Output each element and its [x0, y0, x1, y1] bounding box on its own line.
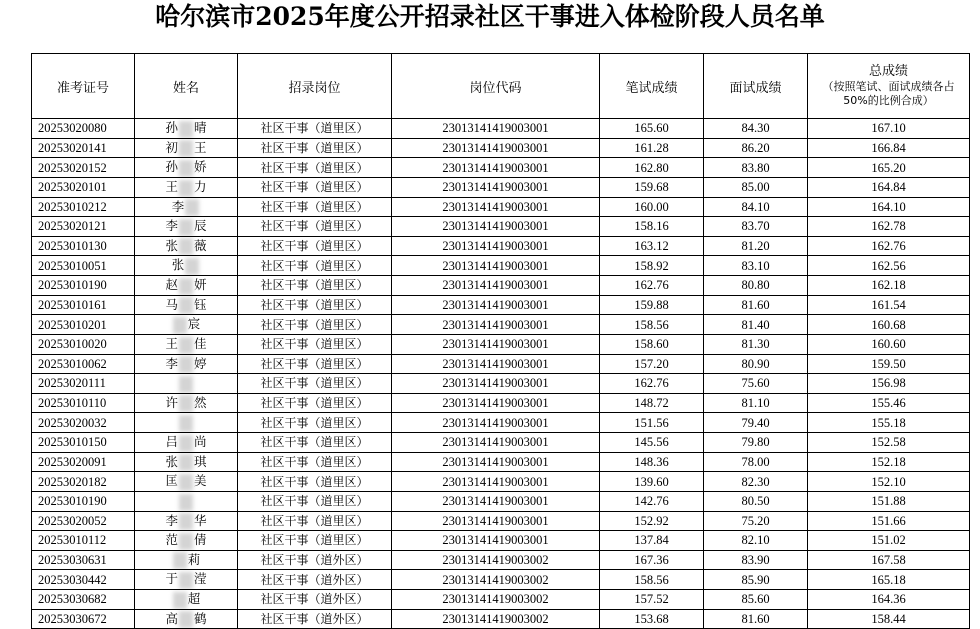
name-part-b: 妍	[194, 277, 207, 292]
cell-name	[135, 158, 238, 178]
cell-position: 社区干事（道外区）	[238, 609, 392, 629]
name-part-b: 王	[194, 139, 207, 155]
cell-position-code: 23013141419003001	[392, 511, 600, 531]
name-part-b: 辰	[194, 218, 207, 234]
cell-exam-id: 20253010161	[32, 295, 135, 315]
name-part-a: 马	[165, 296, 178, 312]
cell-position: 社区干事（道里区）	[238, 531, 392, 551]
cell-exam-id: 20253010020	[32, 334, 135, 354]
candidate-table	[31, 53, 970, 629]
cell-total-score: 165.20	[808, 158, 970, 178]
name-part-a: 张	[171, 257, 185, 273]
cell-written-score: 163.12	[600, 236, 704, 256]
name-part-b: 华	[194, 512, 207, 528]
table-row	[32, 276, 970, 296]
cell-written-score: 159.88	[600, 295, 704, 315]
name-part-b: 美	[194, 473, 207, 489]
table-row	[32, 295, 970, 315]
cell-written-score: 145.56	[600, 433, 704, 453]
cell-position: 社区干事（道里区）	[238, 315, 392, 335]
cell-exam-id: 20253020052	[32, 511, 135, 531]
cell-written-score: 159.68	[600, 177, 704, 197]
cell-total-score: 151.88	[808, 491, 970, 511]
cell-total-score: 156.98	[808, 374, 970, 394]
cell-position: 社区干事（道外区）	[238, 590, 392, 610]
cell-interview-score: 79.40	[704, 413, 808, 433]
cell-written-score: 161.28	[600, 138, 704, 158]
cell-interview-score: 81.40	[704, 315, 808, 335]
cell-interview-score: 81.30	[704, 334, 808, 354]
cell-name	[135, 236, 238, 256]
redaction-blur	[179, 513, 193, 530]
cell-position-code: 23013141419003001	[392, 236, 600, 256]
cell-position-code: 23013141419003001	[392, 393, 600, 413]
cell-position: 社区干事（道里区）	[238, 256, 392, 276]
cell-name	[135, 334, 238, 354]
cell-position-code: 23013141419003001	[392, 158, 600, 178]
cell-name	[135, 531, 238, 551]
cell-position-code: 23013141419003001	[392, 413, 600, 433]
name-part-b: 婷	[194, 355, 207, 371]
name-part-a: 许	[165, 394, 178, 410]
cell-interview-score: 82.30	[704, 472, 808, 492]
cell-written-score: 152.92	[600, 511, 704, 531]
cell-total-score: 164.84	[808, 177, 970, 197]
cell-position-code: 23013141419003001	[392, 315, 600, 335]
cell-name	[135, 374, 238, 394]
cell-name	[135, 550, 238, 570]
cell-total-score: 162.56	[808, 256, 970, 276]
name-part-a: 匡	[165, 473, 178, 489]
cell-position: 社区干事（道里区）	[238, 217, 392, 237]
cell-total-score: 158.44	[808, 609, 970, 629]
cell-total-score: 167.58	[808, 550, 970, 570]
cell-total-score: 159.50	[808, 354, 970, 374]
name-part-a: 初	[165, 139, 178, 155]
name-part-a: 范	[165, 532, 178, 548]
cell-exam-id: 20253020182	[32, 472, 135, 492]
cell-name	[135, 276, 238, 296]
cell-interview-score: 84.30	[704, 119, 808, 139]
cell-interview-score: 79.80	[704, 433, 808, 453]
name-part-a: 于	[165, 571, 178, 587]
cell-exam-id: 20253010212	[32, 197, 135, 217]
name-part-a: 李	[165, 355, 178, 371]
table-row	[32, 570, 970, 590]
table-row	[32, 334, 970, 354]
cell-total-score: 155.18	[808, 413, 970, 433]
cell-interview-score: 78.00	[704, 452, 808, 472]
cell-written-score: 158.56	[600, 315, 704, 335]
cell-written-score: 157.52	[600, 590, 704, 610]
name-part-b: 超	[187, 591, 201, 606]
cell-name	[135, 256, 238, 276]
cell-written-score: 148.72	[600, 393, 704, 413]
redaction-blur	[179, 219, 193, 236]
cell-written-score: 158.60	[600, 334, 704, 354]
cell-position: 社区干事（道里区）	[238, 177, 392, 197]
cell-interview-score: 83.90	[704, 550, 808, 570]
cell-name	[135, 570, 238, 590]
redaction-blur	[179, 337, 193, 354]
name-part-b: 然	[194, 394, 207, 410]
redaction-blur	[179, 474, 193, 491]
cell-position-code: 23013141419003001	[392, 256, 600, 276]
cell-exam-id: 20253010201	[32, 315, 135, 335]
name-part-b: 晴	[194, 120, 207, 135]
table-row	[32, 413, 970, 433]
header-id: 准考证号	[32, 54, 135, 119]
header-total-score	[808, 54, 970, 119]
cell-interview-score: 81.10	[704, 393, 808, 413]
cell-position-code: 23013141419003002	[392, 609, 600, 629]
header-code: 岗位代码	[392, 54, 600, 119]
cell-written-score: 151.56	[600, 413, 704, 433]
cell-written-score: 139.60	[600, 472, 704, 492]
cell-name	[135, 433, 238, 453]
cell-position: 社区干事（道里区）	[238, 295, 392, 315]
cell-written-score: 158.92	[600, 256, 704, 276]
cell-interview-score: 81.20	[704, 236, 808, 256]
name-part-b: 娇	[194, 159, 207, 175]
cell-interview-score: 83.80	[704, 158, 808, 178]
cell-total-score: 166.84	[808, 138, 970, 158]
cell-exam-id: 20253020111	[32, 374, 135, 394]
table-row	[32, 511, 970, 531]
table-body	[32, 119, 970, 629]
cell-position-code: 23013141419003001	[392, 531, 600, 551]
cell-written-score: 142.76	[600, 491, 704, 511]
redaction-blur	[179, 395, 193, 412]
name-part-b: 琪	[194, 453, 207, 469]
cell-total-score: 155.46	[808, 393, 970, 413]
cell-total-score: 151.02	[808, 531, 970, 551]
cell-total-score: 162.76	[808, 236, 970, 256]
cell-position: 社区干事（道里区）	[238, 472, 392, 492]
cell-total-score: 165.18	[808, 570, 970, 590]
cell-name	[135, 472, 238, 492]
table-row	[32, 531, 970, 551]
cell-exam-id: 20253010110	[32, 393, 135, 413]
cell-written-score: 162.76	[600, 374, 704, 394]
name-part-a: 张	[165, 453, 178, 469]
cell-position: 社区干事（道里区）	[238, 236, 392, 256]
cell-interview-score: 81.60	[704, 609, 808, 629]
cell-exam-id: 20253030682	[32, 590, 135, 610]
cell-exam-id: 20253020152	[32, 158, 135, 178]
cell-position: 社区干事（道里区）	[238, 511, 392, 531]
cell-position-code: 23013141419003001	[392, 354, 600, 374]
cell-position-code: 23013141419003001	[392, 138, 600, 158]
cell-written-score: 160.00	[600, 197, 704, 217]
table-row	[32, 217, 970, 237]
cell-position-code: 23013141419003001	[392, 295, 600, 315]
cell-position: 社区干事（道里区）	[238, 413, 392, 433]
name-part-b: 薇	[194, 237, 207, 253]
cell-exam-id: 20253030672	[32, 609, 135, 629]
header-position: 招录岗位	[238, 54, 392, 119]
cell-total-score: 162.18	[808, 276, 970, 296]
cell-position: 社区干事（道外区）	[238, 570, 392, 590]
cell-name	[135, 609, 238, 629]
cell-position-code: 23013141419003001	[392, 217, 600, 237]
table-row	[32, 354, 970, 374]
table-row	[32, 374, 970, 394]
cell-interview-score: 86.20	[704, 138, 808, 158]
header-total-note-1: （按照笔试、面试成绩各占	[822, 80, 955, 93]
cell-name	[135, 315, 238, 335]
name-part-a: 孙	[165, 159, 178, 175]
cell-position-code: 23013141419003002	[392, 550, 600, 570]
table-row	[32, 197, 970, 217]
name-part-b: 尚	[194, 434, 207, 449]
redaction-blur	[179, 415, 193, 432]
cell-name	[135, 590, 238, 610]
redaction-blur	[179, 435, 193, 452]
header-written-score: 笔试成绩	[600, 54, 704, 119]
cell-interview-score: 80.90	[704, 354, 808, 374]
cell-exam-id: 20253020080	[32, 119, 135, 139]
cell-interview-score: 85.00	[704, 177, 808, 197]
table-row	[32, 236, 970, 256]
redaction-blur	[179, 121, 193, 138]
cell-position-code: 23013141419003002	[392, 570, 600, 590]
table-row	[32, 590, 970, 610]
cell-exam-id: 20253020141	[32, 138, 135, 158]
cell-name	[135, 511, 238, 531]
cell-total-score: 162.78	[808, 217, 970, 237]
cell-total-score: 152.10	[808, 472, 970, 492]
cell-position: 社区干事（道里区）	[238, 374, 392, 394]
cell-name	[135, 393, 238, 413]
name-part-a: 王	[165, 178, 178, 194]
name-part-a: 吕	[165, 434, 178, 449]
cell-interview-score: 75.60	[704, 374, 808, 394]
cell-position: 社区干事（道里区）	[238, 119, 392, 139]
cell-name	[135, 217, 238, 237]
cell-exam-id: 20253020032	[32, 413, 135, 433]
cell-position-code: 23013141419003001	[392, 276, 600, 296]
cell-exam-id: 20253010051	[32, 256, 135, 276]
header-total-label: 总成绩	[868, 64, 908, 79]
table-row	[32, 119, 970, 139]
name-part-b: 鹤	[194, 610, 207, 626]
cell-exam-id: 20253020101	[32, 177, 135, 197]
cell-total-score: 164.10	[808, 197, 970, 217]
table-row	[32, 158, 970, 178]
name-part-b: 莉	[187, 551, 201, 567]
cell-exam-id: 20253010062	[32, 354, 135, 374]
cell-interview-score: 85.60	[704, 590, 808, 610]
table-row	[32, 609, 970, 629]
cell-position: 社区干事（道里区）	[238, 158, 392, 178]
cell-position-code: 23013141419003001	[392, 334, 600, 354]
cell-written-score: 137.84	[600, 531, 704, 551]
cell-exam-id: 20253030631	[32, 550, 135, 570]
redaction-blur	[179, 454, 193, 471]
redaction-blur	[179, 140, 193, 157]
cell-written-score: 158.56	[600, 570, 704, 590]
redaction-blur	[179, 160, 193, 177]
table-row	[32, 452, 970, 472]
redaction-blur	[179, 238, 193, 255]
cell-interview-score: 81.60	[704, 295, 808, 315]
cell-position-code: 23013141419003001	[392, 197, 600, 217]
redaction-blur	[173, 592, 187, 609]
cell-total-score: 151.66	[808, 511, 970, 531]
redaction-blur	[179, 297, 193, 314]
cell-position: 社区干事（道里区）	[238, 276, 392, 296]
cell-exam-id: 20253010130	[32, 236, 135, 256]
cell-name	[135, 452, 238, 472]
name-part-b: 倩	[194, 532, 207, 548]
cell-interview-score: 83.70	[704, 217, 808, 237]
cell-interview-score: 82.10	[704, 531, 808, 551]
cell-written-score: 158.16	[600, 217, 704, 237]
cell-written-score: 153.68	[600, 609, 704, 629]
cell-exam-id: 20253010190	[32, 276, 135, 296]
name-part-a: 李	[165, 218, 178, 234]
cell-position: 社区干事（道里区）	[238, 354, 392, 374]
name-part-b: 宸	[187, 316, 201, 332]
cell-position-code: 23013141419003002	[392, 590, 600, 610]
table-row	[32, 491, 970, 511]
table-row	[32, 393, 970, 413]
cell-name	[135, 491, 238, 511]
name-part-a: 李	[165, 512, 178, 528]
table-row	[32, 315, 970, 335]
redaction-blur	[179, 572, 193, 589]
cell-position-code: 23013141419003001	[392, 491, 600, 511]
cell-name	[135, 197, 238, 217]
cell-name	[135, 177, 238, 197]
cell-written-score: 162.80	[600, 158, 704, 178]
cell-name	[135, 354, 238, 374]
name-part-a: 高	[165, 610, 178, 626]
cell-exam-id: 20253010190	[32, 491, 135, 511]
name-part-b: 滢	[194, 571, 207, 587]
table-row	[32, 177, 970, 197]
cell-written-score: 167.36	[600, 550, 704, 570]
cell-total-score: 164.36	[808, 590, 970, 610]
name-part-b: 钰	[194, 296, 207, 312]
cell-written-score: 157.20	[600, 354, 704, 374]
redaction-blur	[179, 611, 193, 628]
cell-position: 社区干事（道里区）	[238, 433, 392, 453]
cell-position: 社区干事（道里区）	[238, 491, 392, 511]
header-row	[32, 54, 970, 119]
redaction-blur	[185, 258, 199, 275]
cell-position: 社区干事（道里区）	[238, 334, 392, 354]
table-row	[32, 138, 970, 158]
cell-exam-id: 20253020091	[32, 452, 135, 472]
table-row	[32, 550, 970, 570]
name-part-a: 张	[165, 237, 178, 253]
redaction-blur	[173, 552, 187, 569]
cell-position-code: 23013141419003001	[392, 177, 600, 197]
cell-written-score: 162.76	[600, 276, 704, 296]
cell-name	[135, 138, 238, 158]
name-part-b: 力	[194, 178, 207, 194]
cell-exam-id: 20253020121	[32, 217, 135, 237]
page-title: 哈尔滨市2025年度公开招录社区干事进入体检阶段人员名单	[155, 2, 825, 31]
cell-interview-score: 84.10	[704, 197, 808, 217]
cell-written-score: 165.60	[600, 119, 704, 139]
cell-total-score: 167.10	[808, 119, 970, 139]
cell-total-score: 152.58	[808, 433, 970, 453]
cell-exam-id: 20253010150	[32, 433, 135, 453]
cell-interview-score: 80.80	[704, 276, 808, 296]
redaction-blur	[179, 356, 193, 373]
redaction-blur	[179, 278, 193, 295]
name-part-a: 王	[165, 335, 178, 351]
cell-interview-score: 75.20	[704, 511, 808, 531]
cell-position-code: 23013141419003001	[392, 472, 600, 492]
cell-total-score: 160.60	[808, 334, 970, 354]
cell-name	[135, 413, 238, 433]
cell-position: 社区干事（道里区）	[238, 197, 392, 217]
name-part-b: 佳	[194, 335, 207, 351]
header-interview-score: 面试成绩	[704, 54, 808, 119]
cell-interview-score: 83.10	[704, 256, 808, 276]
redaction-blur	[179, 180, 193, 197]
cell-exam-id: 20253030442	[32, 570, 135, 590]
cell-name	[135, 119, 238, 139]
cell-position: 社区干事（道里区）	[238, 452, 392, 472]
cell-position-code: 23013141419003001	[392, 119, 600, 139]
redaction-blur	[179, 494, 193, 511]
redaction-blur	[179, 376, 193, 393]
cell-total-score: 160.68	[808, 315, 970, 335]
table-row	[32, 472, 970, 492]
cell-interview-score: 80.50	[704, 491, 808, 511]
cell-written-score: 148.36	[600, 452, 704, 472]
name-part-a: 孙	[165, 120, 178, 135]
cell-exam-id: 20253010112	[32, 531, 135, 551]
cell-name	[135, 295, 238, 315]
cell-interview-score: 85.90	[704, 570, 808, 590]
header-total-note-2: 50%的比例合成）	[843, 94, 934, 107]
redaction-blur	[179, 533, 193, 550]
table-row	[32, 433, 970, 453]
cell-position-code: 23013141419003001	[392, 452, 600, 472]
table-row	[32, 256, 970, 276]
redaction-blur	[185, 199, 199, 216]
cell-position: 社区干事（道里区）	[238, 138, 392, 158]
cell-position-code: 23013141419003001	[392, 433, 600, 453]
redaction-blur	[173, 317, 187, 334]
cell-position-code: 23013141419003001	[392, 374, 600, 394]
cell-position: 社区干事（道外区）	[238, 550, 392, 570]
name-part-a: 李	[171, 198, 185, 214]
cell-total-score: 152.18	[808, 452, 970, 472]
cell-total-score: 161.54	[808, 295, 970, 315]
header-name: 姓名	[135, 54, 238, 119]
cell-position: 社区干事（道里区）	[238, 393, 392, 413]
name-part-a: 赵	[165, 277, 178, 292]
